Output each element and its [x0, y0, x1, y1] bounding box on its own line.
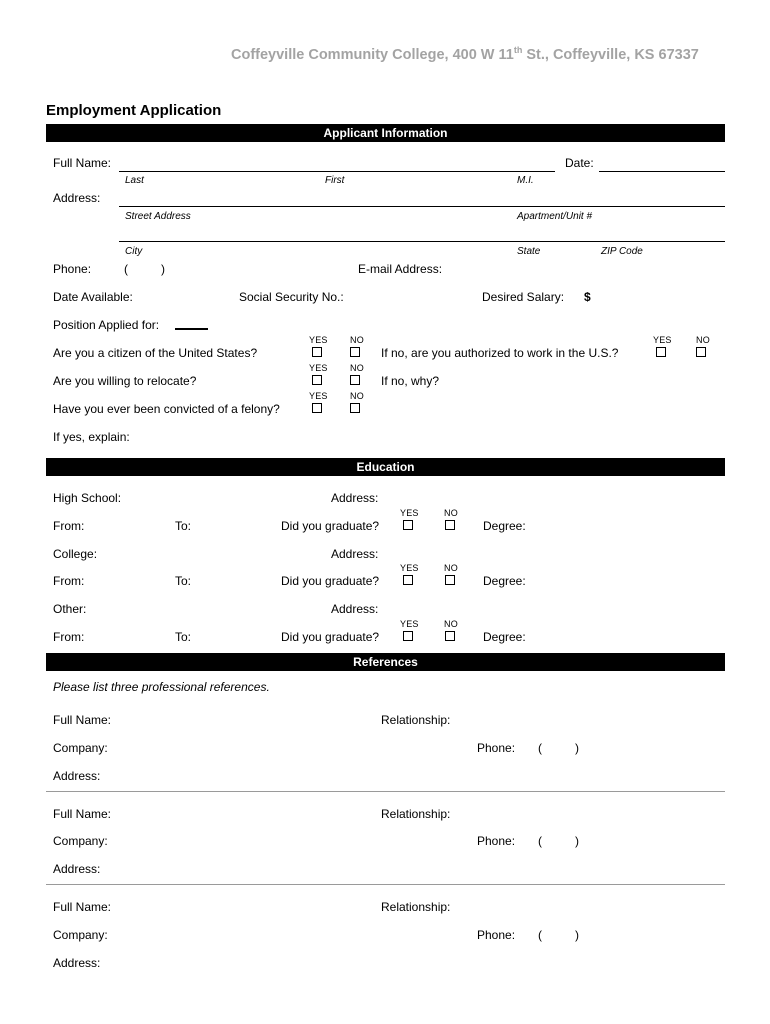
date-available-label: Date Available: — [53, 290, 133, 304]
other-yes-checkbox[interactable] — [403, 631, 413, 641]
authorized-yes-checkbox[interactable] — [656, 347, 666, 357]
phone-label: Phone: — [53, 262, 92, 276]
ref3-relationship-label: Relationship: — [381, 900, 451, 914]
date-label: Date: — [565, 156, 594, 170]
authorized-no-label: NO — [696, 335, 710, 345]
section-education: Education — [46, 458, 725, 476]
other-graduate-question: Did you graduate? — [281, 630, 380, 644]
authorized-no-checkbox[interactable] — [696, 347, 706, 357]
ref2-divider — [46, 884, 725, 885]
email-label: E-mail Address: — [358, 262, 443, 276]
authorized-yes-label: YES — [653, 335, 672, 345]
ref3-paren-close: ) — [575, 928, 579, 942]
relocate-yes-checkbox[interactable] — [312, 375, 322, 385]
citizen-question: Are you a citizen of the United States? — [53, 346, 258, 360]
other-from-label: From: — [53, 630, 85, 644]
references-instruction: Please list three professional references. — [53, 680, 270, 694]
citizen-no-label: NO — [350, 335, 364, 345]
hs-to-label: To: — [175, 519, 192, 533]
explain-label: If yes, explain: — [53, 430, 130, 444]
relocate-no-checkbox[interactable] — [350, 375, 360, 385]
ref3-phone-label: Phone: — [477, 928, 516, 942]
college-degree-label: Degree: — [483, 574, 526, 588]
ref2-company-label: Company: — [53, 834, 108, 848]
college-to-label: To: — [175, 574, 192, 588]
other-no-label: NO — [444, 619, 458, 629]
felony-question: Have you ever been convicted of a felony? — [53, 402, 280, 416]
ref1-paren-open: ( — [538, 741, 542, 755]
college-address-label: Address: — [331, 547, 379, 561]
ref1-divider — [46, 791, 725, 792]
address-superscript: th — [513, 45, 523, 55]
college-no-checkbox[interactable] — [445, 575, 455, 585]
first-sublabel: First — [325, 175, 345, 186]
citizen-no-checkbox[interactable] — [350, 347, 360, 357]
authorized-question: If no, are you authorized to work in the U.S.? — [381, 346, 619, 360]
desired-salary-label: Desired Salary: — [482, 290, 565, 304]
high-school-label: High School: — [53, 491, 122, 505]
full-name-label: Full Name: — [53, 156, 112, 170]
college-yes-checkbox[interactable] — [403, 575, 413, 585]
street-address-sublabel: Street Address — [125, 211, 191, 222]
citizen-yes-label: YES — [309, 335, 328, 345]
hs-graduate-question: Did you graduate? — [281, 519, 380, 533]
page-title: Employment Application — [46, 102, 222, 119]
apartment-sublabel: Apartment/Unit # — [517, 211, 593, 222]
ref2-address-label: Address: — [53, 862, 101, 876]
hs-yes-label: YES — [400, 508, 419, 518]
ref1-relationship-label: Relationship: — [381, 713, 451, 727]
college-address-header — [231, 45, 699, 63]
last-sublabel: Last — [125, 175, 144, 186]
state-sublabel: State — [517, 246, 541, 257]
section-references: References — [46, 653, 725, 671]
why-question: If no, why? — [381, 374, 440, 388]
ref1-phone-label: Phone: — [477, 741, 516, 755]
street-address-field[interactable] — [119, 206, 725, 207]
ref3-full-name-label: Full Name: — [53, 900, 112, 914]
ref3-address-label: Address: — [53, 956, 101, 970]
college-from-label: From: — [53, 574, 85, 588]
ssn-label: Social Security No.: — [239, 290, 344, 304]
address-text-end: St., Coffeyville, KS 67337 — [522, 46, 699, 63]
ref1-paren-close: ) — [575, 741, 579, 755]
other-degree-label: Degree: — [483, 630, 526, 644]
dollar-sign: $ — [584, 290, 591, 304]
hs-yes-checkbox[interactable] — [403, 520, 413, 530]
other-no-checkbox[interactable] — [445, 631, 455, 641]
ref1-company-label: Company: — [53, 741, 108, 755]
felony-no-checkbox[interactable] — [350, 403, 360, 413]
felony-no-label: NO — [350, 391, 364, 401]
felony-yes-label: YES — [309, 391, 328, 401]
address-label: Address: — [53, 191, 101, 205]
position-label: Position Applied for: — [53, 318, 160, 332]
other-address-label: Address: — [331, 602, 379, 616]
citizen-yes-checkbox[interactable] — [312, 347, 322, 357]
college-label: College: — [53, 547, 98, 561]
ref2-full-name-label: Full Name: — [53, 807, 112, 821]
ref3-company-label: Company: — [53, 928, 108, 942]
zip-sublabel: ZIP Code — [601, 246, 643, 257]
ref2-phone-label: Phone: — [477, 834, 516, 848]
address-text: Coffeyville Community College, 400 W 11 — [231, 46, 514, 63]
high-school-address-label: Address: — [331, 491, 379, 505]
hs-degree-label: Degree: — [483, 519, 526, 533]
relocate-yes-label: YES — [309, 363, 328, 373]
college-graduate-question: Did you graduate? — [281, 574, 380, 588]
date-field[interactable] — [599, 171, 725, 172]
relocate-no-label: NO — [350, 363, 364, 373]
ref1-address-label: Address: — [53, 769, 101, 783]
college-yes-label: YES — [400, 563, 419, 573]
phone-paren-close: ) — [161, 262, 165, 276]
ref3-paren-open: ( — [538, 928, 542, 942]
college-no-label: NO — [444, 563, 458, 573]
full-name-field[interactable] — [119, 171, 555, 172]
ref2-paren-open: ( — [538, 834, 542, 848]
section-applicant-information: Applicant Information — [46, 124, 725, 142]
city-sublabel: City — [125, 246, 143, 257]
position-field[interactable] — [175, 328, 208, 330]
other-yes-label: YES — [400, 619, 419, 629]
relocate-question: Are you willing to relocate? — [53, 374, 197, 388]
ref1-full-name-label: Full Name: — [53, 713, 112, 727]
hs-from-label: From: — [53, 519, 85, 533]
city-state-zip-field[interactable] — [119, 241, 725, 242]
ref2-relationship-label: Relationship: — [381, 807, 451, 821]
phone-paren-open: ( — [124, 262, 128, 276]
other-label: Other: — [53, 602, 87, 616]
ref2-paren-close: ) — [575, 834, 579, 848]
other-to-label: To: — [175, 630, 192, 644]
mi-sublabel: M.I. — [517, 175, 534, 186]
hs-no-label: NO — [444, 508, 458, 518]
felony-yes-checkbox[interactable] — [312, 403, 322, 413]
hs-no-checkbox[interactable] — [445, 520, 455, 530]
